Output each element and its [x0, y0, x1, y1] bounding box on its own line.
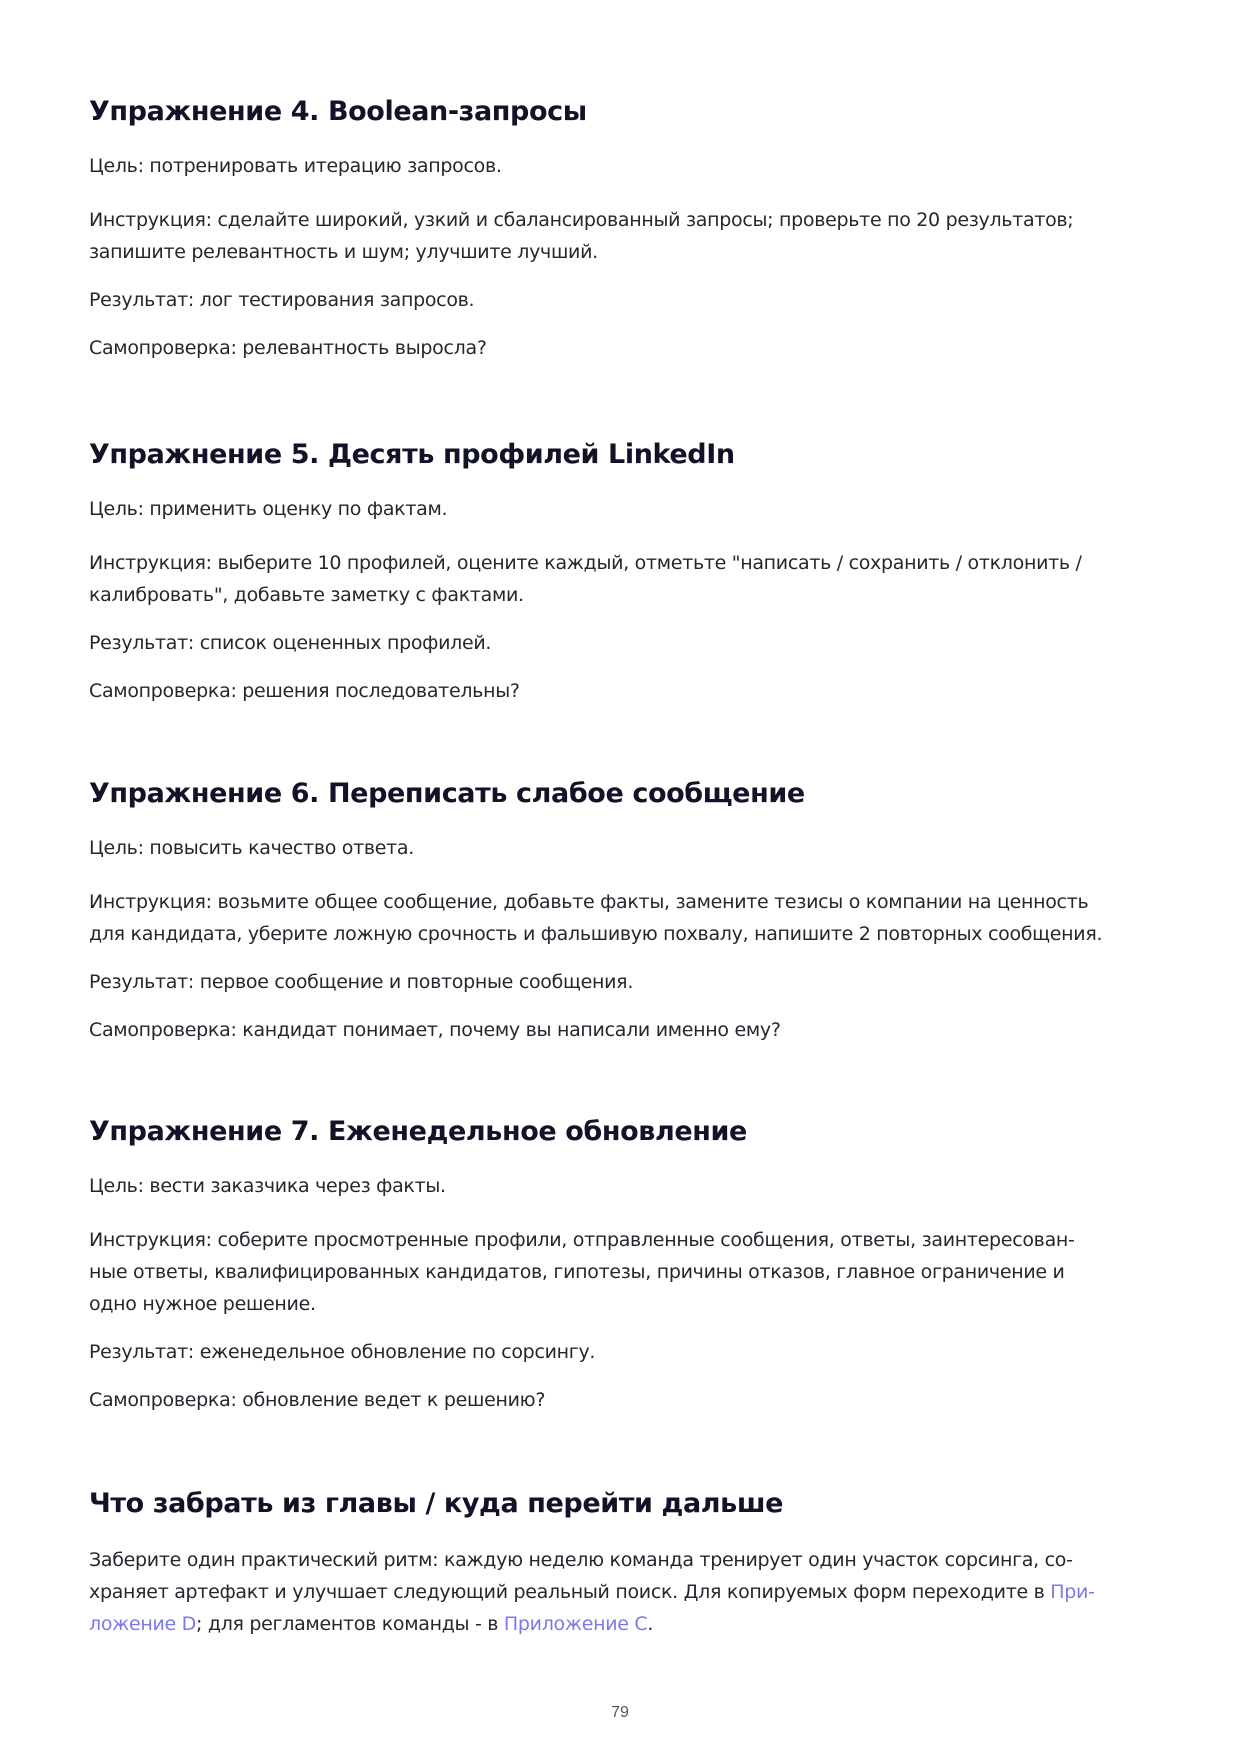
takeaway-line-1: Заберите один практический ритм: каждую неделю команда тренирует один участок сорсинга, со-: [89, 1549, 1073, 1571]
exercise-4-instruction-line-2: запишите релевантность и шум; улучшите лучший.: [89, 241, 598, 263]
exercise-6-result: Результат: первое сообщение и повторные сообщения.: [89, 971, 634, 993]
exercise-6-section: [89, 776, 1149, 1046]
exercise-7-instruction-line-1: Инструкция: соберите просмотренные профили, отправленные сообщения, ответы, заинтересован-: [89, 1229, 1075, 1251]
exercise-6-instruction-line-1: Инструкция: возьмите общее сообщение, добавьте факты, замените тезисы о компании на ценность: [89, 891, 1089, 913]
exercise-4-check: Самопроверка: релевантность выросла?: [89, 337, 487, 359]
exercise-5-section: [89, 437, 1149, 707]
exercise-4-result: Результат: лог тестирования запросов.: [89, 289, 475, 311]
exercise-4-section: [89, 94, 1149, 364]
exercise-7-heading: Упражнение 7. Еженедельное обновление: [89, 1116, 747, 1147]
exercise-4-instruction: [89, 204, 1149, 268]
exercise-7-instruction: [89, 1224, 1149, 1320]
exercise-7-result: Результат: еженедельное обновление по сорсингу.: [89, 1341, 596, 1363]
takeaway-line-2-text: храняет артефакт и улучшает следующий реальный поиск. Для копируемых форм переходите в: [89, 1581, 1051, 1603]
exercise-5-result: Результат: список оцененных профилей.: [89, 632, 492, 654]
takeaway-section: [89, 1486, 1149, 1640]
appendix-d-link-part-1[interactable]: При-: [1050, 1581, 1095, 1603]
exercise-6-heading: Упражнение 6. Переписать слабое сообщение: [89, 778, 805, 809]
exercise-5-check: Самопроверка: решения последовательны?: [89, 680, 520, 702]
exercise-7-check: Самопроверка: обновление ведет к решению?: [89, 1389, 546, 1411]
page-number: 79: [611, 1704, 629, 1721]
exercise-6-check: Самопроверка: кандидат понимает, почему вы написали именно ему?: [89, 1019, 781, 1041]
appendix-c-link[interactable]: Приложение C: [503, 1613, 648, 1635]
exercise-5-goal: Цель: применить оценку по фактам.: [89, 498, 448, 520]
exercise-5-instruction-line-1: Инструкция: выберите 10 профилей, оцените каждый, отметьте "написать / сохранить / отклонить /: [89, 552, 1082, 574]
exercise-7-instruction-line-2: ные ответы, квалифицированных кандидатов, гипотезы, причины отказов, главное ограничение и: [89, 1261, 1065, 1283]
exercise-4-goal: Цель: потренировать итерацию запросов.: [89, 155, 502, 177]
exercise-7-goal: Цель: вести заказчика через факты.: [89, 1175, 446, 1197]
exercise-6-goal: Цель: повысить качество ответа.: [89, 837, 415, 859]
exercise-5-heading: Упражнение 5. Десять профилей LinkedIn: [89, 439, 735, 470]
takeaway-line-3-mid: ; для регламентов команды - в: [196, 1613, 504, 1635]
appendix-d-link-part-2[interactable]: ложение D: [89, 1613, 197, 1635]
takeaway-line-3-end: .: [647, 1613, 654, 1635]
exercise-6-instruction: [89, 886, 1149, 950]
exercise-5-instruction: [89, 547, 1149, 611]
takeaway-paragraph: [89, 1544, 1149, 1640]
exercise-4-heading: Упражнение 4. Boolean-запросы: [89, 96, 587, 127]
exercise-4-instruction-line-1: Инструкция: сделайте широкий, узкий и сбалансированный запросы; проверьте по 20 результатов;: [89, 209, 1074, 231]
exercise-5-instruction-line-2: калибровать", добавьте заметку с фактами.: [89, 584, 524, 606]
takeaway-heading: Что забрать из главы / куда перейти дальше: [89, 1488, 784, 1519]
exercise-6-instruction-line-2: для кандидата, уберите ложную срочность и фальшивую похвалу, напишите 2 повторных сообщения.: [89, 923, 1103, 945]
exercise-7-section: [89, 1114, 1149, 1416]
exercise-7-instruction-line-3: одно нужное решение.: [89, 1293, 316, 1315]
